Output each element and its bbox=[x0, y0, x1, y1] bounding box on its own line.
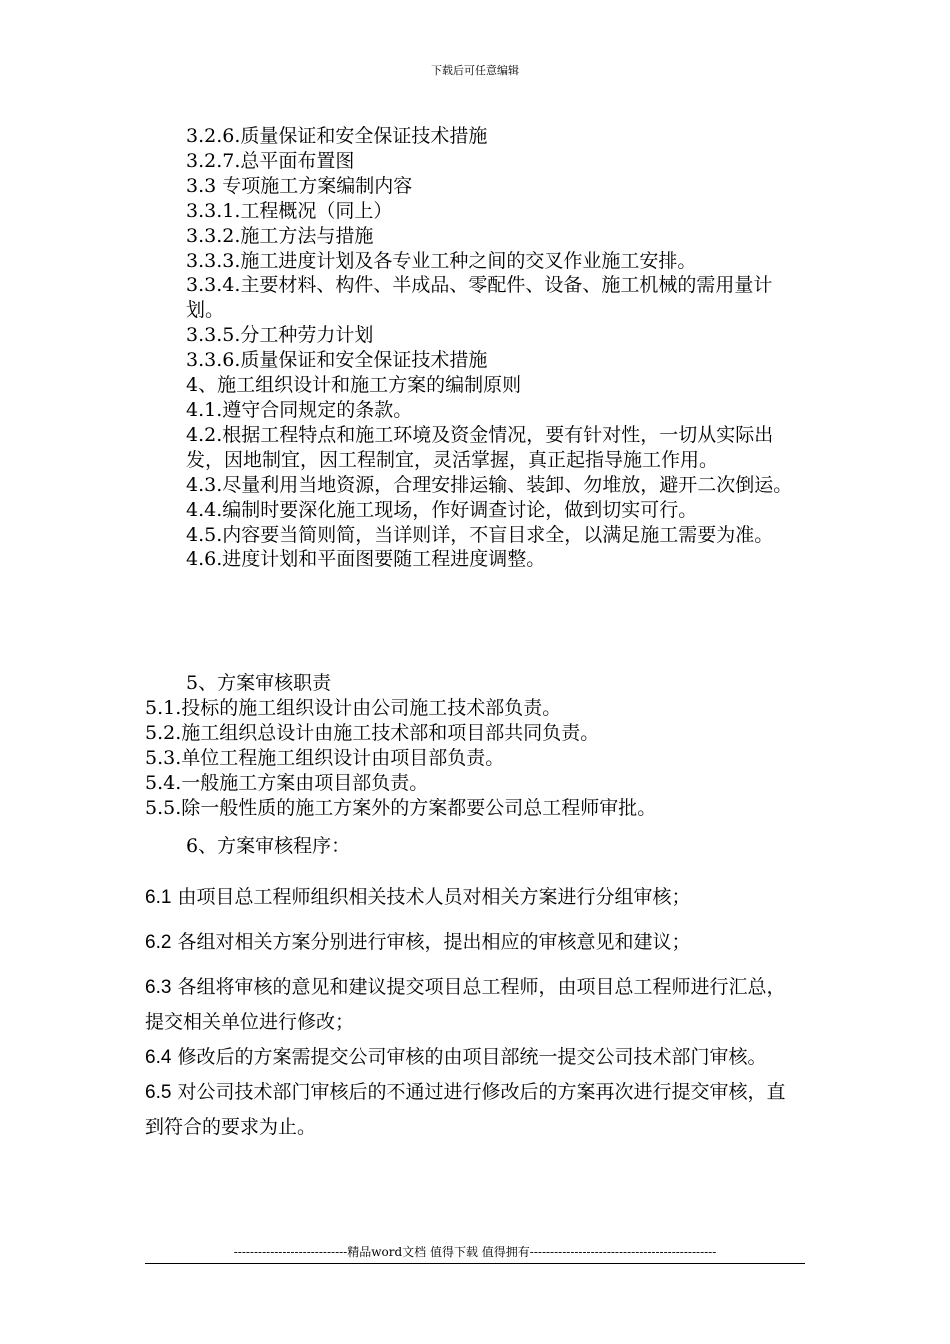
section-6-item bbox=[145, 1075, 795, 1145]
section-5-item: 5.2.施工组织总设计由施工技术部和项目部共同负责。 bbox=[145, 721, 600, 744]
outline-item: 3.2.6.质量保证和安全保证技术措施 bbox=[186, 125, 488, 147]
outline-item: 4.3.尽量利用当地资源，合理安排运输、装卸、勿堆放，避开二次倒运。 bbox=[186, 473, 793, 496]
item-text: 修改后的方案需提交公司审核的由项目部统一提交公司技术部门审核。 bbox=[171, 1046, 767, 1068]
outline-item: 3.3 专项施工方案编制内容 bbox=[186, 174, 413, 197]
item-number: 6.3 bbox=[145, 977, 172, 998]
outline-list bbox=[186, 124, 806, 572]
outline-item: 3.3.5.分工种劳力计划 bbox=[186, 324, 374, 347]
item-number: 6.2 bbox=[145, 932, 172, 953]
item-text: 各组对相关方案分别进行审核，提出相应的审核意见和建议； bbox=[171, 931, 691, 953]
outline-item: 4.4.编制时要深化施工现场，作好调查讨论，做到切实可行。 bbox=[186, 498, 698, 521]
page-footer: ----------------------------精品word文档 值得下载 值得拥有---------------------------------------------- bbox=[233, 1245, 717, 1259]
section-5-item: 5.1.投标的施工组织设计由公司施工技术部负责。 bbox=[145, 697, 562, 719]
section-5-item: 5.3.单位工程施工组织设计由项目部负责。 bbox=[145, 746, 505, 769]
item-text: 由项目总工程师组织相关技术人员对相关方案进行分组审核； bbox=[171, 886, 691, 908]
item-number: 6.4 bbox=[145, 1047, 172, 1068]
section-6-heading: 6、方案审核程序： bbox=[186, 835, 351, 857]
footer-rule bbox=[145, 1263, 805, 1264]
item-text: 各组将审核的意见和建议提交项目总工程师，由项目总工程师进行汇总，提交相关单位进行修改； bbox=[145, 976, 786, 1033]
outline-item: 3.3.3.施工进度计划及各专业工种之间的交叉作业施工安排。 bbox=[186, 249, 697, 272]
page-header: 下载后可任意编辑 bbox=[431, 64, 519, 77]
section-6-item bbox=[145, 880, 795, 915]
section-6-item bbox=[145, 925, 795, 960]
section-5-item: 5.5.除一般性质的施工方案外的方案都要公司总工程师审批。 bbox=[145, 796, 657, 819]
item-number: 6.5 bbox=[145, 1082, 172, 1103]
item-text: 对公司技术部门审核后的不通过进行修改后的方案再次进行提交审核，直到符合的要求为止。 bbox=[145, 1081, 786, 1138]
outline-item: 4.6.进度计划和平面图要随工程进度调整。 bbox=[186, 548, 546, 571]
outline-item: 4.5.内容要当简则简，当详则详，不盲目求全，以满足施工需要为准。 bbox=[186, 523, 774, 546]
outline-item: 4.2.根据工程特点和施工环境及资金情况，要有针对性，一切从实际出发，因地制宜，因工程制宜，灵活掌握，真正起指导施工作用。 bbox=[186, 423, 774, 471]
outline-item: 4.1.遵守合同规定的条款。 bbox=[186, 398, 413, 421]
section-5-list bbox=[145, 696, 805, 821]
section-5-item: 5.4.一般施工方案由项目部负责。 bbox=[145, 771, 429, 794]
outline-item: 3.3.4.主要材料、构件、半成品、零配件、设备、施工机械的需用量计划。 bbox=[186, 274, 773, 322]
outline-item: 3.2.7.总平面布置图 bbox=[186, 149, 355, 172]
section-6-item bbox=[145, 1040, 795, 1075]
section-5-heading: 5、方案审核职责 bbox=[186, 672, 332, 694]
section-4-heading: 4、施工组织设计和施工方案的编制原则 bbox=[186, 374, 522, 397]
outline-item: 3.3.2.施工方法与措施 bbox=[186, 224, 374, 247]
section-6-item bbox=[145, 970, 795, 1040]
outline-item: 3.3.6.质量保证和安全保证技术措施 bbox=[186, 349, 488, 372]
item-number: 6.1 bbox=[145, 887, 172, 908]
section-6-list bbox=[145, 880, 795, 1145]
outline-item: 3.3.1.工程概况（同上） bbox=[186, 199, 393, 222]
